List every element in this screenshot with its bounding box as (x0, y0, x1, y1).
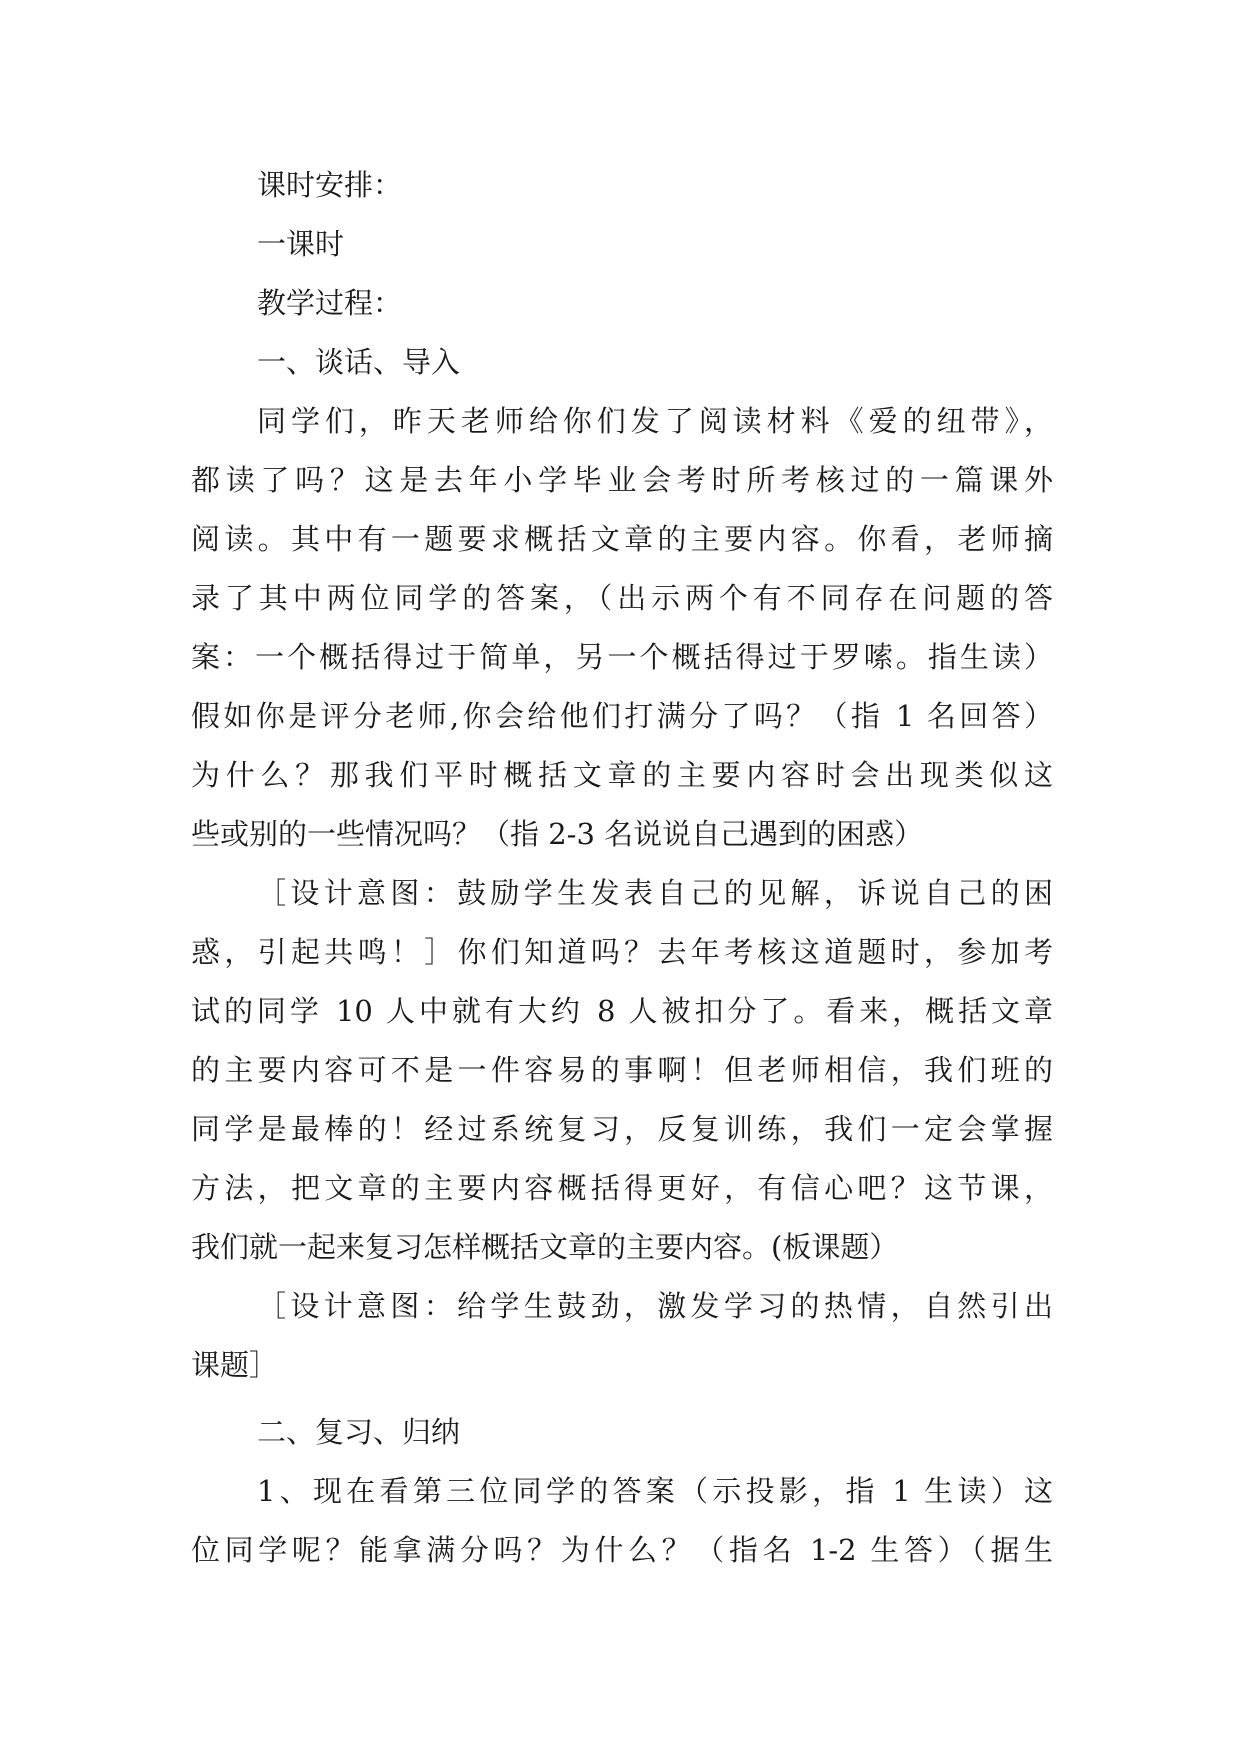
text-line: 假如你是评分老师,你会给他们打满分了吗？（指 1 名回答） (191, 699, 1053, 733)
text-line: 的主要内容可不是一件容易的事啊！但老师相信，我们班的 (191, 1053, 1053, 1087)
text-line: 惑，引起共鸣！］你们知道吗？去年考核这道题时，参加考 (191, 935, 1053, 969)
text-line: 录了其中两位同学的答案，（出示两个有不同存在问题的答 (191, 581, 1053, 615)
text-line: ［设计意图：给学生鼓劲，激发学习的热情，自然引出 (257, 1289, 1053, 1323)
text-line: 阅读。其中有一题要求概括文章的主要内容。你看，老师摘 (191, 522, 1053, 556)
text-line: 课时安排： (257, 168, 403, 202)
text-line: 一、谈话、导入 (257, 345, 461, 379)
text-line: 试的同学 10 人中就有大约 8 人被扣分了。看来，概括文章 (191, 994, 1053, 1028)
text-line: 教学过程： (257, 286, 403, 320)
text-line: 课题］ (191, 1348, 279, 1382)
text-line: 位同学呢？能拿满分吗？为什么？（指名 1-2 生答）（据生 (191, 1533, 1053, 1567)
text-line: 案：一个概括得过于简单，另一个概括得过于罗嗦。指生读） (191, 640, 1053, 674)
text-line: 都读了吗？这是去年小学毕业会考时所考核过的一篇课外 (191, 463, 1053, 497)
text-line: 为什么？那我们平时概括文章的主要内容时会出现类似这 (191, 758, 1053, 792)
text-line: 我们就一起来复习怎样概括文章的主要内容。(板课题） (191, 1230, 899, 1264)
text-line: 同学们，昨天老师给你们发了阅读材料《爱的纽带》， (257, 404, 1053, 438)
document-body (191, 156, 1053, 1580)
text-line: 一课时 (257, 227, 345, 261)
text-line: 同学是最棒的！经过系统复习，反复训练，我们一定会掌握 (191, 1112, 1053, 1146)
text-line: ［设计意图：鼓励学生发表自己的见解，诉说自己的困 (257, 876, 1053, 910)
text-line: 1、现在看第三位同学的答案（示投影，指 1 生读）这 (257, 1474, 1053, 1508)
text-line: 二、复习、归纳 (257, 1415, 461, 1449)
text-line: 方法，把文章的主要内容概括得更好，有信心吧？这节课， (191, 1171, 1053, 1205)
text-line: 些或别的一些情况吗？（指 2-3 名说说自己遇到的困惑） (191, 817, 924, 851)
